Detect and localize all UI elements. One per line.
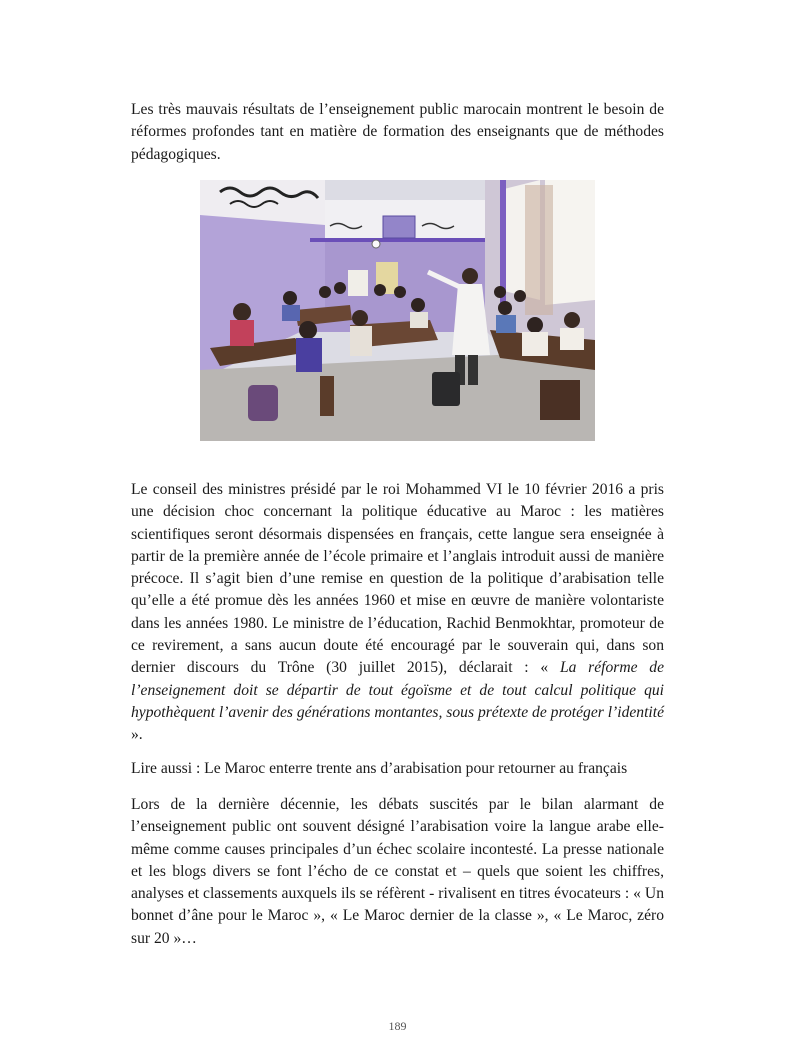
council-text: Le conseil des ministres présidé par le roi Mohammed VI le 10 février 2016 a pris une décision choc concernant la politique éducative au Maroc : les matières scientifiques seront désormais dispensées en français, cette langue sera enseignée à partir de la première année de l’école primaire et l’anglais introduit aussi de manière précoce. Il s’agit bien d’une remise en question de la politique d’arabisation telle qu’elle a été promue dès les années 1960 et mise en œuvre de manière volontariste dans les années 1980. Le ministre de l’éducation, Rachid Benmokhtar, promoteur de ce revirement, a sans aucun doute été encouragé par le souverain qui, dans son dernier discours du Trône (30 juillet 2015), déclarait : «: [131, 481, 664, 677]
council-paragraph: [131, 479, 664, 747]
see-also-line: Lire aussi : Le Maroc enterre trente ans d’arabisation pour retourner au français: [131, 760, 628, 777]
intro-paragraph: Les très mauvais résultats de l’enseignement public marocain montrent le besoin de réformes profondes tant en matière de formation des enseignants que de méthodes pédagogiques.: [131, 101, 664, 163]
classroom-photo: [200, 180, 595, 441]
page-number: 189: [388, 1019, 407, 1033]
royal-quote: La réforme de l’enseignement doit se départir de tout égoïsme et de tout calcul politique qui hypothèquent l’avenir des générations montantes, sous prétexte de protéger l’identité: [131, 659, 665, 721]
debate-paragraph: Lors de la dernière décennie, les débats suscités par le bilan alarmant de l’enseignement public ont souvent désigné l’arabisation voire la langue arabe elle-même comme causes principales d’un échec scolaire incontesté. La presse nationale et les blogs divers se font l’écho de ce constat et – quels que soient les chiffres, analyses et classements auxquels ils se réfèrent - rivalisent en titres évocateurs : « Un bonnet d’âne pour le Maroc », « Le Maroc dernier de la classe », « Le Maroc, zéro sur 20 »…: [131, 796, 664, 947]
quote-closing: ».: [131, 726, 143, 744]
